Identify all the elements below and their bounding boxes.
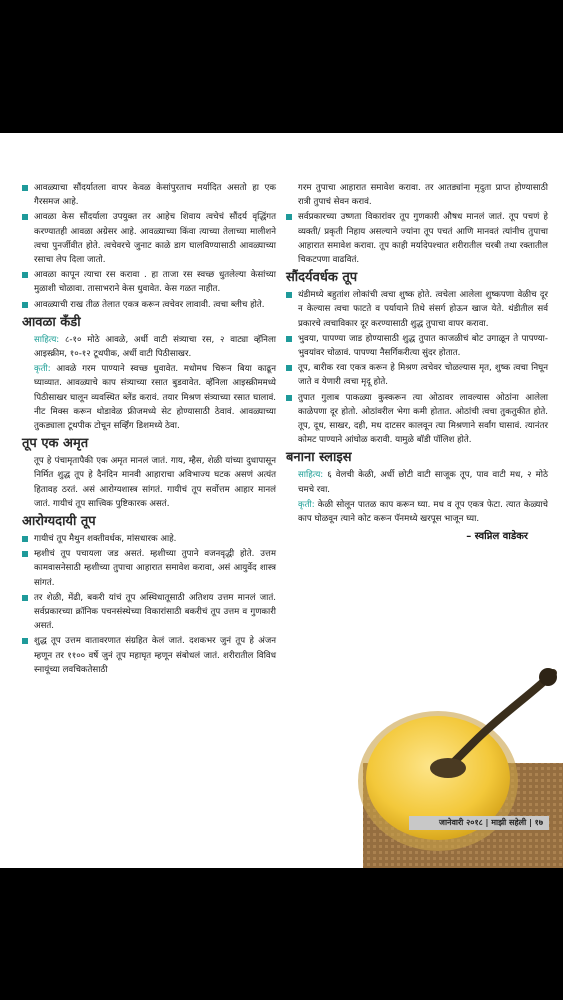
bullet-square-icon [22,214,28,220]
bullet-square-icon [22,551,28,557]
bullet-item: थंडीमध्ये बहुतांश लोकांची त्वचा शुष्क होते. त्वचेला आलेला शुष्कपणा वेळीच दूर न केल्यास त्वचा फाटते व पर्यायाने तिथे संसर्ग होऊन खाज येते. थंडीतील सर्व प्रकारचे त्वचाविकार दूर करण्यासाठी शुद्ध तुपाचा वापर करावा. [286,288,548,331]
bullet-item: म्हशीचं तूप पचायला जड असतं. म्हशीच्या तुपाने वजनवृद्धी होते. उत्तम कामवासनेसाठी म्हशीच्या तुपाचा आहारात समावेश करावा, असं आयुर्वेद शास्त्र सांगतं. [22,547,276,590]
bullet-item: भुवया, पापण्या जाड होण्यासाठी शुद्ध तुपात काजळीचं बोट उगाळून ते पापण्या-भुवयांवर चोळावं. पापण्या नैसर्गिकरीत्या सुंदर होतात. [286,332,548,360]
bullet-item: शुद्ध तूप उत्तम वातावरणात संग्रहित केलं जातं. दशकभर जुनं तूप हे अंजन म्हणून तर ११०० वर्षे जुनं तूप महाघृत म्हणून संबोधलं जातं. शरीरातील विविध स्नायूंच्या लवचिकतेसाठी [22,634,276,677]
right-column [286,181,548,544]
bullet-square-icon [286,214,292,220]
bullet-item: तूप, बारीक रवा एकत्र करून हे मिश्रण त्वचेवर चोळल्यास मृत, शुष्क त्वचा निघून जाते व येणारी त्वचा मृदू होते. [286,361,548,389]
section-heading-amla-candy: आवळा कँडी [22,314,81,330]
bullet-square-icon [286,336,292,342]
ingredients-paragraph: साहित्य: ६ वेलची केळी, अर्धी छोटी वाटी साजूक तूप, पाव वाटी मध, २ मोठे चमचे रवा. [298,470,548,495]
left-column [22,181,276,678]
method-paragraph: कृती: आवळे गरम पाण्याने स्वच्छ धुवावेत. मधोमध चिरून बिया काढून घ्याव्यात. आवळ्याचे काप संत्र्याच्या रसात बुडवावेत. व्हॅनिला आइस्क्रीममध्ये पिठीसाखर घालून व्यवस्थित ब्लेंड करावं. तयार मिश्रण संत्र्याच्या रसात घालावं. नीट मिक्स करून थोडावेळ फ्रीजमध्ये सेट होण्यासाठी ठेवावं. आवळ्याच्या तुकड्याला टूथपीक टोचून सर्व्हिंग डिशमध्ये ठेवा. [34,364,276,432]
bullet-square-icon [22,302,28,308]
bullet-square-icon [286,365,292,371]
bullet-square-icon [286,292,292,298]
bullet-square-icon [22,638,28,644]
ghee-jar-photo [343,653,563,868]
bullet-item: आवळा केस सौंदर्याला उपयुक्त तर आहेच शिवाय त्वचेचं सौंदर्य वृद्धिंगत करण्यातही आवळा अग्रेसर आहे. आवळ्याच्या किंवा त्याच्या तेलाच्या मालीशने त्वचा पुनर्जीवीत होते. त्वचेवरचे जुनाट काळे डाग घालविण्यासाठी आवळ्याच्या रसाचा लेप दिला जातो. [22,210,276,267]
bullet-item: तुपात गुलाब पाकळ्या कुस्करून त्या ओठावर लावल्यास ओठांना आलेला काळेपणा दूर होतो. ओठांवरील भेगा कमी होतात. ओठांची त्वचा तुकतुकीत होते. तूप, दूध, साखर, दही, मध दाटसर कालवून त्या मिश्रणाने सर्वांग घासावं. त्यानंतर कोमट पाण्याने आंघोळ करावी. यामुळे बॉडी पॉलिश होते. [286,391,548,448]
section-heading-banana-slice: बनाना स्लाइस [286,450,352,466]
bullet-item: आवळ्याची राख तीळ तेलात एकत्र करून त्वचेवर लावावी. त्वचा ब्लीच होते. [22,298,276,312]
bullet-square-icon [22,536,28,542]
bullet-item: आवळा कापून त्याचा रस करावा . हा ताजा रस स्वच्छ धुतलेल्या केसांच्या मुळाशी चोळावा. तासाभराने केस धुवावेत. केस गळत नाहीत. [22,268,276,296]
bullet-item: तर शेळी, मेंढी, बकरी यांचं तूप अस्थिधातूसाठी अतिशय उत्तम मानलं जातं. सर्वप्रकारच्या क्रॉनिक पचनसंस्थेच्या विकारांसाठी बकरीचं तूप उत्तम व गुणकारी असतं. [22,591,276,634]
section-heading-beauty-ghee: सौंदर्यवर्धक तूप [286,270,358,286]
continued-paragraph: गरम तुपाचा आहारात समावेश करावा. तर आतड्यांना मृदुता प्राप्त होण्यासाठी रात्री तुपाचं सेवन करावं. [298,183,548,208]
bullet-item: आवळ्याचा सौंदर्यातला वापर केवळ केसांपुरताच मर्यादित असतो हा एक गैरसमज आहे. [22,181,276,209]
author-signature: – स्वप्निल वाडेकर [466,531,528,543]
bullet-item: गायीचं तूप मैथुन शक्तीवर्धक, मांसधारक आहे. [22,532,276,546]
spoon-knob [539,668,557,686]
method-label: कृती: [298,499,315,510]
method-label: कृती: [34,364,51,375]
ingredients-label: साहित्य: [34,334,60,345]
bullet-item: सर्वप्रकारच्या उष्णता विकारांवर तूप गुणकारी औषध मानलं जातं. तूप पचणं हे व्यक्ती/ प्रकृती निहाय असल्याने ज्यांना तूप पचतं आणि मानवतं त्यांनीच तुपाचा आहारात समावेश करावा. तूप काही मर्यादेपश्चात शरीरातील चरबी तथा रक्तातील चिकटपणा वाढवितं. [286,210,548,267]
method-paragraph: कृती: केळी सोलून पातळ काप करून घ्या. मध व तूप एकत्र फेटा. त्यात केळ्याचे काप घोळवून त्याने कोट करून पॅनमध्ये खरपूस भाजून घ्या. [298,499,548,525]
section-heading-ghee-nectar: तूप एक अमृत [22,436,89,452]
bullet-square-icon [22,595,28,601]
ingredients-label: साहित्य: [298,470,324,481]
section-heading-healthy-ghee: आरोग्यदायी तूप [22,514,96,530]
magazine-page [0,133,563,868]
bullet-square-icon [22,185,28,191]
body-paragraph: तूप हे पंचामृतापैकी एक अमृत मानलं जातं. गाय, म्हैस, शेळी यांच्या दुधापासून निर्मित शुद्ध तूप हे दैनंदिन मानवी आहाराचा अविभाज्य घटक असणं अत्यंत हितावह ठरतं. असं आरोग्यशास्त्र सांगतं. गायीचं तूप सर्वोत्तम आहार मानलं जातं. गायीचं तूप सात्त्विक पुष्टिकारक असतं. [34,456,276,509]
page-footer: जानेवारी २०१८ | माझी सहेली | १७ [409,816,549,830]
bullet-square-icon [22,272,28,278]
spoon-bowl [430,758,466,778]
ingredients-paragraph: साहित्य: ८-१० मोठे आवळे, अर्धी वाटी संत्र्याचा रस, २ वाट्या व्हॅनिला आइस्क्रीम, १०-१२ टूथपीक, अर्धी वाटी पिठीसाखर. [34,334,276,360]
bullet-square-icon [286,395,292,401]
